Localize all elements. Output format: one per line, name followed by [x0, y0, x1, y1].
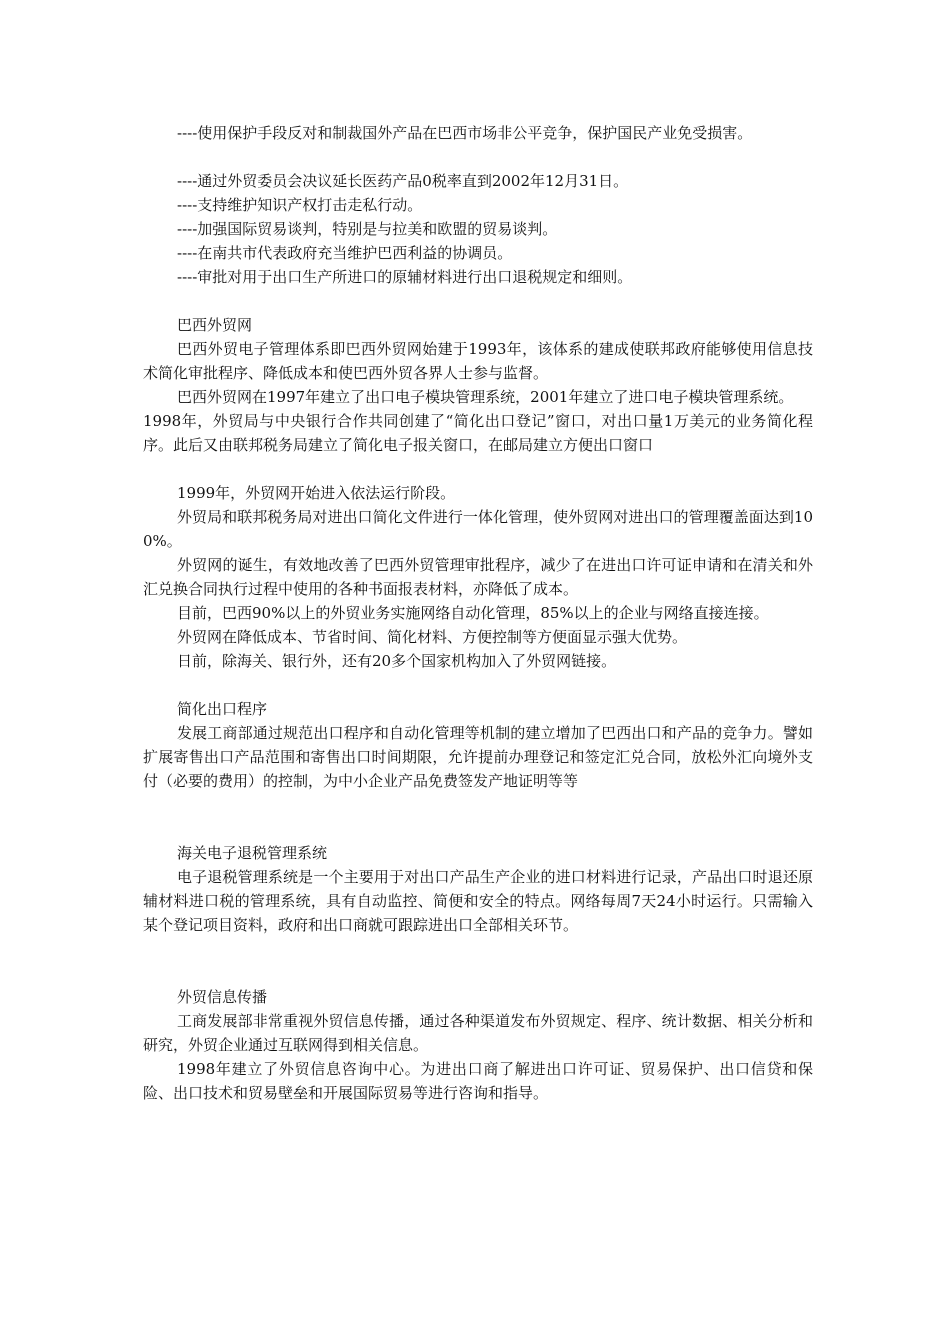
policy-item: ----支持维护知识产权打击走私行动。 [177, 196, 423, 214]
paragraph: 外贸网的诞生，有效地改善了巴西外贸管理审批程序，减少了在进出口许可证申请和在清关和外汇兑换合同执行过程中使用的各种书面报表材料，亦降低了成本。 [143, 556, 813, 598]
section-title-info: 外贸信息传播 [177, 988, 268, 1006]
spacer [143, 289, 813, 313]
paragraph: 1998年建立了外贸信息咨询中心。为进出口商了解进出口许可证、贸易保护、出口信贷和保险、出口技术和贸易壁垒和开展国际贸易等进行咨询和指导。 [143, 1060, 813, 1102]
paragraph: 发展工商部通过规范出口程序和自动化管理等机制的建立增加了巴西出口和产品的竞争力。譬如扩展寄售出口产品范围和寄售出口时间期限，允许提前办理登记和签定汇兑合同，放松外汇向境外支付（必要的费用）的控制，为中小企业产品免费签发产地证明等等 [143, 724, 813, 790]
spacer [143, 457, 813, 481]
policy-item: ----加强国际贸易谈判，特别是与拉美和欧盟的贸易谈判。 [177, 220, 558, 238]
section-title-export: 简化出口程序 [177, 700, 268, 718]
spacer [143, 673, 813, 697]
spacer [143, 145, 813, 169]
policy-line-1: ----使用保护手段反对和制裁国外产品在巴西市场非公平竞争，保护国民产业免受损害。 [177, 124, 753, 142]
policy-item: ----通过外贸委员会决议延长医药产品0税率直到2002年12月31日。 [177, 172, 629, 190]
document-page [143, 121, 813, 1105]
paragraph: 日前，除海关、银行外，还有20多个国家机构加入了外贸网链接。 [177, 652, 617, 670]
paragraph: 巴西外贸电子管理体系即巴西外贸网始建于1993年，该体系的建成使联邦政府能够使用信息技术简化审批程序、降低成本和使巴西外贸各界人士参与监督。 [143, 340, 813, 382]
paragraph: 1999年，外贸网开始进入依法运行阶段。 [177, 484, 456, 502]
paragraph: 目前，巴西90%以上的外贸业务实施网络自动化管理，85%以上的企业与网络直接连接。 [177, 604, 769, 622]
spacer [143, 937, 813, 985]
paragraph: 电子退税管理系统是一个主要用于对出口产品生产企业的进口材料进行记录，产品出口时退还原辅材料进口税的管理系统，具有自动监控、简便和安全的特点。网络每周7天24小时运行。只需输入某个登记项目资料，政府和出口商就可跟踪进出口全部相关环节。 [143, 868, 813, 934]
section-title-network: 巴西外贸网 [177, 316, 253, 334]
policy-item: ----在南共市代表政府充当维护巴西利益的协调员。 [177, 244, 513, 262]
spacer [143, 793, 813, 841]
policy-item: ----审批对用于出口生产所进口的原辅材料进行出口退税规定和细则。 [177, 268, 633, 286]
paragraph: 1998年，外贸局与中央银行合作共同创建了“简化出口登记”窗口，对出口量1万美元的业务简化程序。此后又由联邦税务局建立了简化电子报关窗口，在邮局建立方便出口窗口 [143, 412, 813, 454]
paragraph: 巴西外贸网在1997年建立了出口电子模块管理系统，2001年建立了进口电子模块管理系统。 [177, 388, 794, 406]
paragraph: 外贸局和联邦税务局对进出口简化文件进行一体化管理，使外贸网对进出口的管理覆盖面达到100%。 [143, 508, 813, 550]
paragraph: 外贸网在降低成本、节省时间、简化材料、方便控制等方便面显示强大优势。 [177, 628, 688, 646]
paragraph: 工商发展部非常重视外贸信息传播，通过各种渠道发布外贸规定、程序、统计数据、相关分析和研究，外贸企业通过互联网得到相关信息。 [143, 1012, 813, 1054]
section-title-customs: 海关电子退税管理系统 [177, 844, 328, 862]
